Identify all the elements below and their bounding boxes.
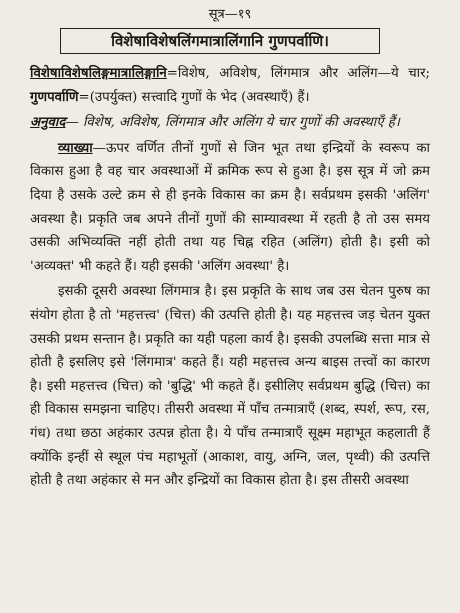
term-two: गुणपर्वाणि [30,89,79,105]
explanation-paragraph [30,137,430,279]
second-state-text: इसकी दूसरी अवस्था लिंगमात्र है। इस प्रकृति के साथ जब उस चेतन पुरुष का संयोग होता है तो 'महत्तत्त्व' (चित्त) की उत्पत्ति होती है। यह महत्तत्त्व जड़ चेतन युक्त उसकी प्रथम सन्तान है। प्रकृति का यही पहला कार्य है। इसकी उपलब्धि सत्ता मात्र से होती है इसलिए इसे 'लिंगमात्र' कहते हैं। यही महत्तत्त्व अन्य बाइस तत्त्वों का कारण है। इसी महत्तत्त्व (चित्त) को 'बुद्धि' भी कहते हैं। इसीलिए सर्वप्रथम बुद्धि (चित्त) का ही विकास समझना चाहिए। तीसरी अवस्था में पाँच तन्मात्राएँ (शब्द, स्पर्श, रूप, रस, गंध) तथा छठा अहंकार उत्पन्न होता है। ये पाँच तन्मात्राएँ सूक्ष्म महाभूत कहलाती हैं क्योंकि इन्हीं से स्थूल पंच महाभूतों (आकाश, वायु, अग्नि, जल, पृथ्वी) की उत्पत्ति होती है तथा अहंकार से मन और इन्द्रियों का विकास होता है। इस तीसरी अवस्था [30,284,430,489]
translation-paragraph [30,111,430,135]
sutra-title: विशेषाविशेषलिंगमात्रालिंगानि गुणपर्वाणि। [60,28,380,54]
explanation-label: व्याख्या [58,140,93,156]
term-one-meaning: =विशेष, अविशेष, लिंगमात्र और अलिंग—ये चार; [166,66,430,81]
term-one: विशेषाविशेषलिङ्गमात्रालिङ्गानि [30,66,167,81]
page-body [30,62,430,495]
word-meaning-paragraph [30,62,430,109]
explanation-text: —ऊपर वर्णित तीनों गुणों से जिन भूत तथा इन्द्रियों के स्वरूप का विकास हुआ है वह चार अवस्थाओं में क्रमिक रूप से हुआ है। इस सूत्र में जो क्रम दिया है उसके उल्टे क्रम से ही इनके विकास का क्रम है। सर्वप्रथम इसकी 'अलिंग' अवस्था है। प्रकृति जब अपने तीनों गुणों की साम्यावस्था में रहती है तो उस समय उसकी अभिव्यक्ति नहीं होती तथा यह चिह्न रहित (अलिंग) होती है। इसी को 'अव्यक्त' भी कहते हैं। यही इसकी 'अलिंग अवस्था' है। [30,140,430,274]
second-state-paragraph [30,280,430,492]
sutra-header: सूत्र—१९ [208,7,252,22]
translation-text: — विशेष, अविशेष, लिंगमात्र और अलिंग ये चार गुणों की अवस्थाएँ हैं। [65,115,400,131]
term-two-meaning: =(उपर्युक्त) सत्त्वादि गुणों के भेद (अवस्थाएँ) हैं। [78,89,310,105]
translation-label: अनुवाद [30,115,66,131]
